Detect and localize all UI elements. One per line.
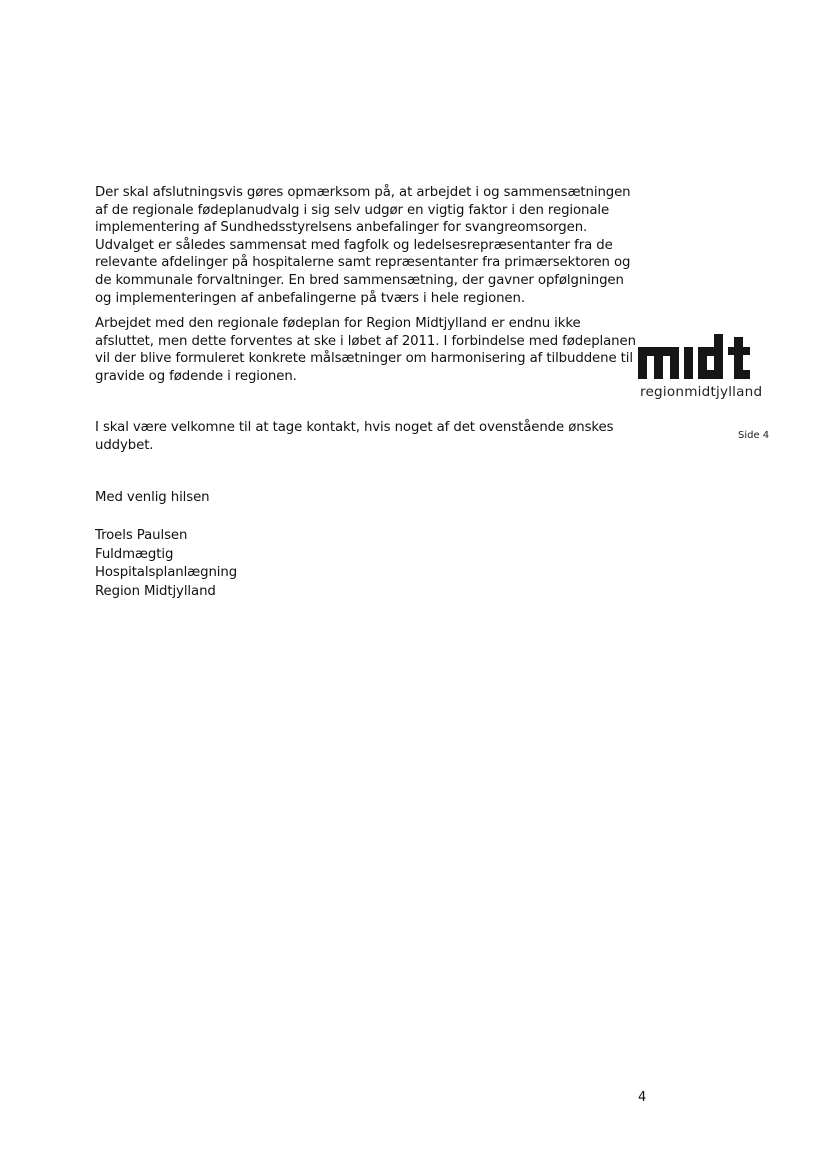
text-line: af de regionale fødeplanudvalg i sig selv udgør en vigtig faktor i den regionale [95, 202, 610, 218]
region-midtjylland-logo [636, 334, 772, 404]
paragraph-conclusion [95, 184, 655, 307]
signature-name: Troels Paulsen [95, 528, 188, 543]
paragraph-birth-plan [95, 315, 655, 385]
text-line: relevante afdelinger på hospitalerne samt repræsentanter fra primærsektoren og [95, 255, 631, 271]
text-line: Udvalget er således sammensat med fagfolk og ledelsesrepræsentanter fra de [95, 237, 613, 253]
closing-text: Med venlig hilsen [95, 490, 210, 505]
page-number: 4 [638, 1090, 647, 1105]
text-line: Arbejdet med den regionale fødeplan for Region Midtjylland er endnu ikke [95, 316, 581, 331]
closing-greeting [95, 489, 655, 507]
text-line: implementering af Sundhedsstyrelsens anbefalinger for svangreomsorgen. [95, 220, 588, 236]
signature-block [95, 527, 655, 601]
text-line: I skal være velkomne til at tage kontakt, hvis noget af det ovenstående ønskes [95, 420, 614, 435]
text-line: uddybet. [95, 437, 154, 453]
text-line: afsluttet, men dette forventes at ske i løbet af 2011. I forbindelse med fødeplanen [95, 333, 636, 349]
paragraph-contact [95, 419, 655, 454]
text-line: de kommunale forvaltninger. En bred sammensætning, der gavner opfølgningen [95, 272, 624, 288]
text-line: gravide og fødende i regionen. [95, 368, 297, 384]
signature-department: Hospitalsplanlægning [95, 565, 238, 581]
signature-title: Fuldmægtig [95, 546, 174, 562]
text-line: vil der blive formuleret konkrete målsætninger om harmonisering af tilbuddene til [95, 351, 633, 367]
midt-logo-mark [638, 334, 772, 384]
side-label: Side 4 [738, 430, 770, 441]
text-line: Der skal afslutningsvis gøres opmærksom på, at arbejdet i og sammensætningen [95, 185, 631, 200]
text-line: og implementeringen af anbefalingerne på tværs i hele regionen. [95, 290, 525, 306]
signature-organization: Region Midtjylland [95, 583, 216, 599]
logo-subtitle: regionmidtjylland [640, 384, 763, 400]
